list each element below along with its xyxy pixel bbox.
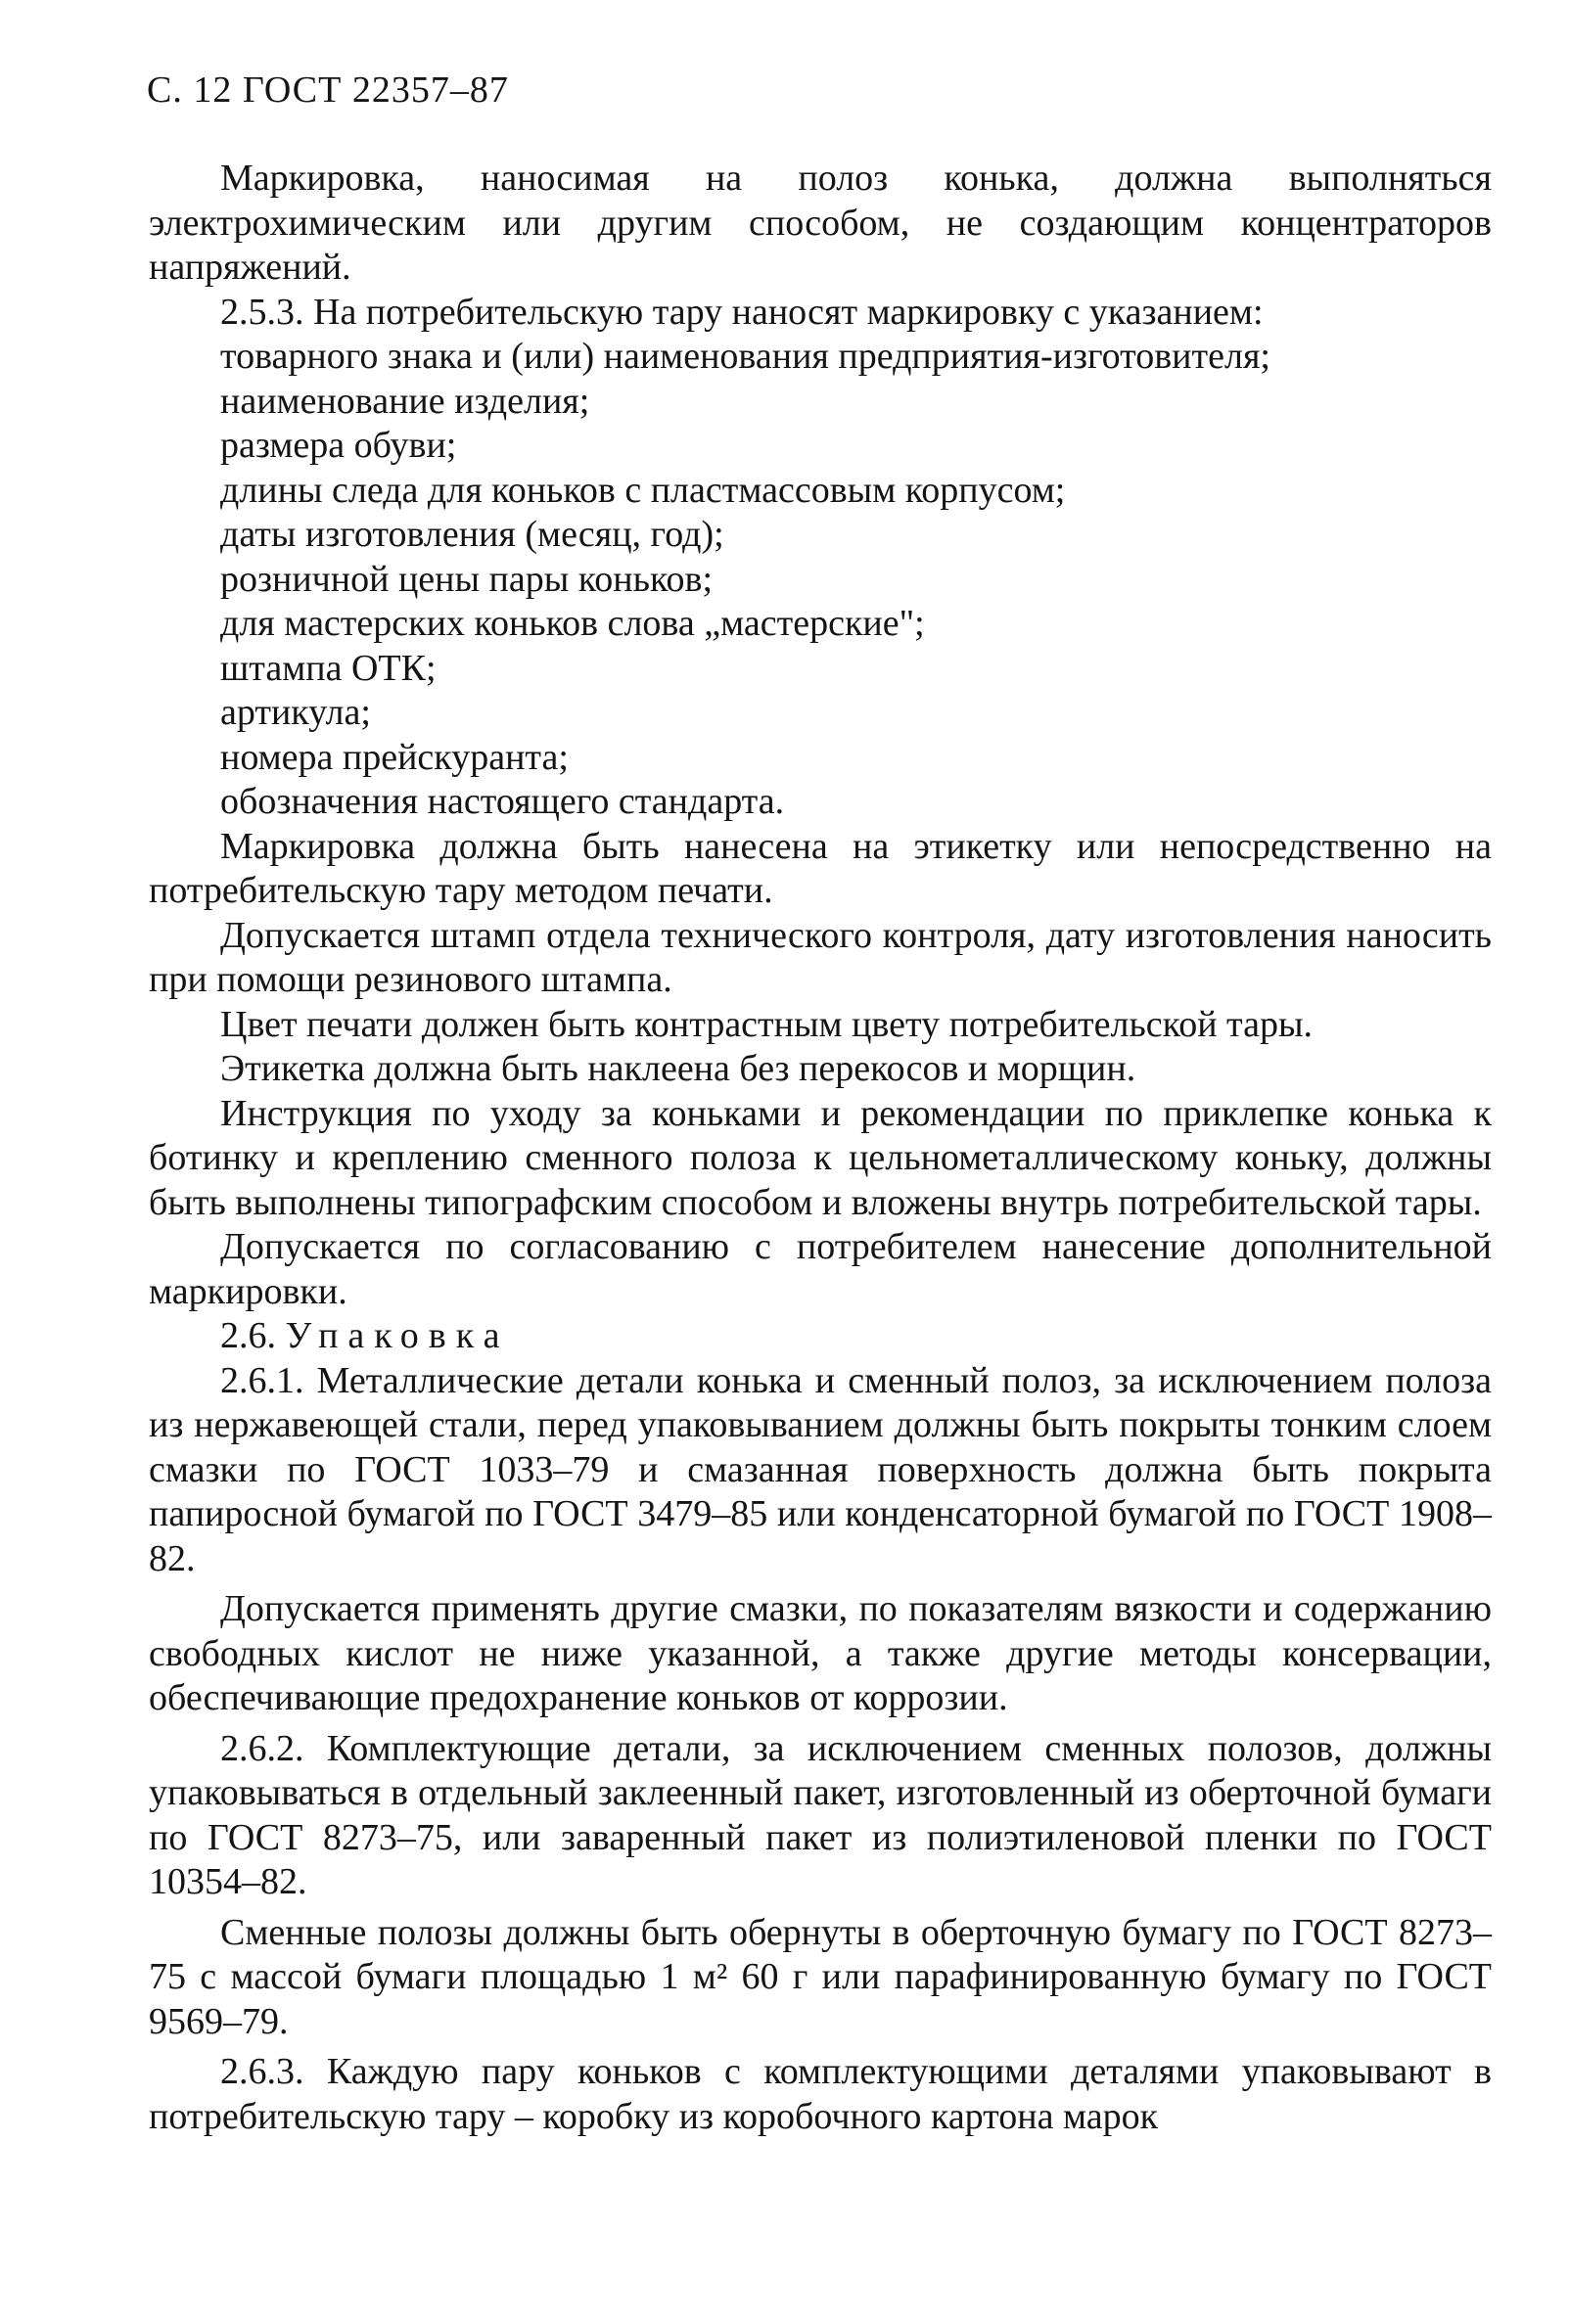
list-item: обозначения настоящего стандарта.: [220, 781, 785, 822]
page-header: С. 12 ГОСТ 22357–87: [147, 69, 509, 111]
paragraph-label: Этикетка должна быть наклеена без перекосов и морщин.: [220, 1048, 1136, 1089]
clause-2-6-3: 2.6.3. Каждую пару коньков с комплектующими деталями упаковывают в потребительскую тару – коробку из коробочного картона марок: [149, 2051, 1492, 2137]
document-body: [149, 157, 1492, 2139]
list-item: даты изготовления (месяц, год);: [220, 514, 724, 555]
list-item: товарного знака и (или) наименования предприятия-изготовителя;: [220, 336, 1270, 377]
clause-2-6-1: 2.6.1. Металлические детали конька и сменный полоз, за исключением полоза из нержавеющей стали, перед упаковыванием должны быть покрыты тонким слоем смазки по ГОСТ 1033–79 и смазанная поверхность должна быть покрыта папиросной бумагой по ГОСТ 3479–85 или конденсаторной бумагой по ГОСТ 1908–82.: [149, 1359, 1492, 1579]
list-item: длины следа для коньков с пластмассовым корпусом;: [220, 469, 1066, 511]
paragraph-marking-method: Маркировка должна быть нанесена на этикетку или непосредственно на потребительскую тару методом печати.: [149, 825, 1492, 911]
section-title: Упаковка: [285, 1315, 510, 1356]
list-item: штампа ОТК;: [220, 647, 437, 689]
paragraph-marking-runner: Маркировка, наносимая на полоз конька, должна выполняться электрохимическим или другим способом, не создающим концентраторов напряжений.: [149, 158, 1492, 288]
list-item: номера прейскуранта;: [220, 736, 569, 778]
paragraph-stamp: Допускается штамп отдела технического контроля, дату изготовления наносить при помощи резинового штампа.: [149, 914, 1492, 1000]
list-item: артикула;: [220, 692, 371, 733]
paragraph-runners-wrapping: Сменные полозы должны быть обернуты в оберточную бумагу по ГОСТ 8273–75 с массой бумаги площадью 1 м² 60 г или парафинированную бумагу по ГОСТ 9569–79.: [149, 1911, 1492, 2042]
section-number: 2.6.: [220, 1315, 286, 1356]
list-item: размера обуви;: [220, 425, 457, 466]
clause-2-6-2: 2.6.2. Комплектующие детали, за исключением сменных полозов, должны упаковываться в отдельный заклеенный пакет, изготовленный из оберточной бумаги по ГОСТ 8273–75, или заваренный пакет из полиэтиленовой пленки по ГОСТ 10354–82.: [149, 1727, 1492, 1902]
paragraph-print-color: Цвет печати должен быть контрастным цвету потребительской тары.: [220, 1003, 1314, 1045]
paragraph-instruction: Инструкция по уходу за коньками и рекомендации по приклепке конька к ботинку и креплению сменного полоза к цельнометаллическому коньку, должны быть выполнены типографским способом и вложены внутрь потребительской тары.: [149, 1092, 1492, 1223]
paragraph-additional-marking: Допускается по согласованию с потребителем нанесение дополнительной маркировки.: [149, 1226, 1492, 1312]
list-item: наименование изделия;: [220, 380, 590, 422]
list-item: розничной цены пары коньков;: [220, 558, 713, 600]
section-heading-2-6: [149, 1314, 1492, 1359]
clause-2-5-3: 2.5.3. На потребительскую тару наносят маркировку с указанием:: [220, 291, 1264, 333]
paragraph-other-lubricants: Допускается применять другие смазки, по показателям вязкости и содержанию свободных кислот не ниже указанной, а также другие методы консервации, обеспечивающие предохранение коньков от коррозии.: [149, 1588, 1492, 1718]
list-item: для мастерских коньков слова „мастерские";: [220, 603, 925, 644]
